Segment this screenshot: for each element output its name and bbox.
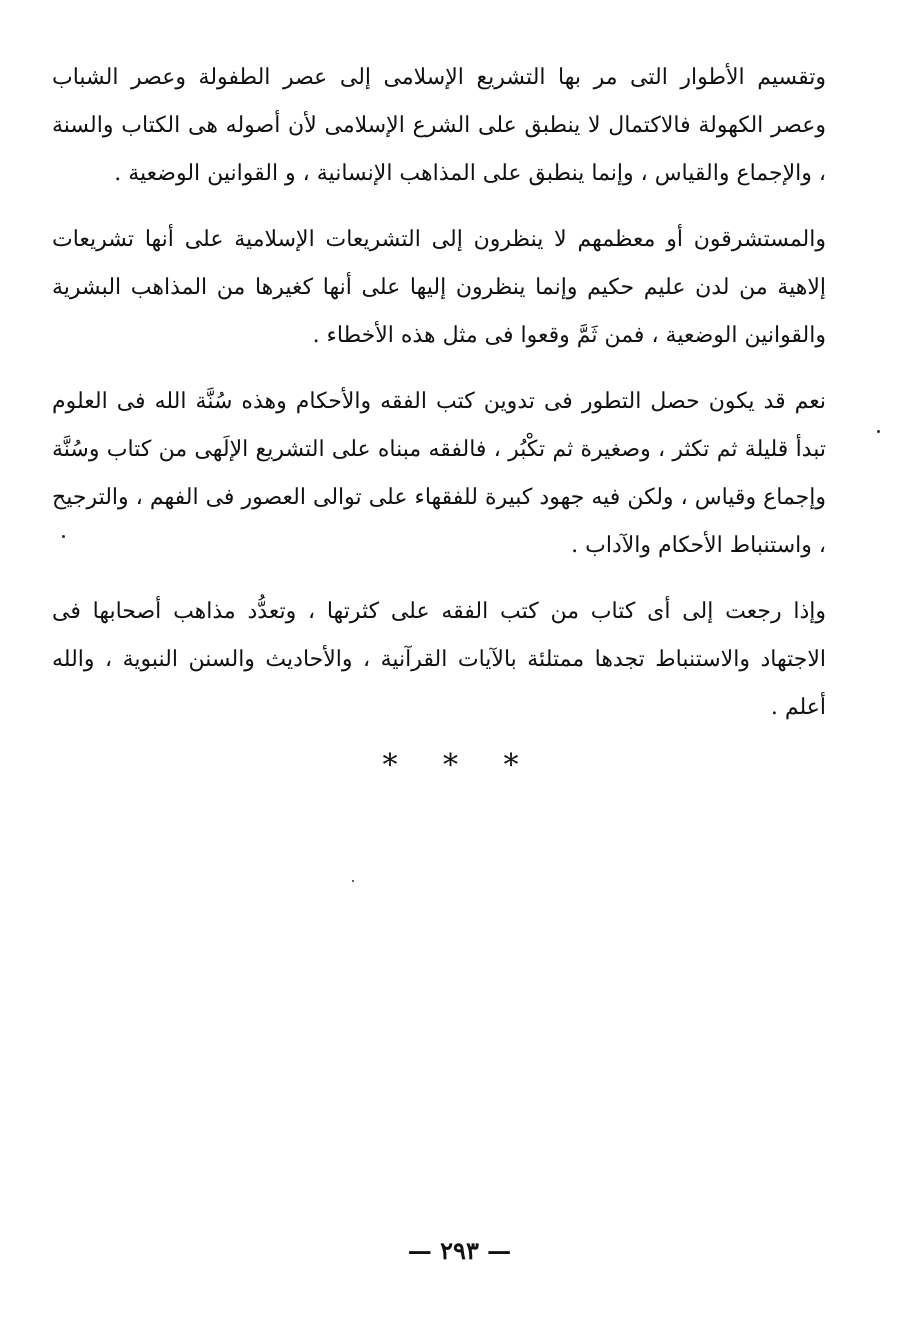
section-separator: * * *	[382, 748, 537, 783]
paragraph-3: نعم قد يكون حصل التطور فى تدوين كتب الفقه والأحكام وهذه سُنَّة الله فى العلوم تبدأ قليلة ثم تكثر ، وصغيرة ثم تكْبُر ، فالفقه مبناه على التشريع الإلَهى من كتاب وسُنَّة وإجماع وقياس ، ولكن فيه جهود كبيرة للفقهاء على توالى العصور فى الفهم ، والترجيح ، واستنباط الأحكام والآداب .	[52, 389, 826, 558]
scan-speck	[62, 535, 65, 538]
paragraph-2: والمستشرقون أو معظمهم لا ينظرون إلى التشريعات الإسلامية على أنها تشريعات إلاهية من لدن عليم حكيم وإنما ينظرون إليها على أنها كغيرها من المذاهب البشرية والقوانين الوضعية ، فمن ثَمَّ وقعوا فى مثل هذه الأخطاء .	[52, 227, 826, 348]
scan-speck	[877, 430, 880, 433]
body-text	[52, 54, 826, 750]
paragraph-4: وإذا رجعت إلى أى كتاب من كتب الفقه على كثرتها ، وتعدُّد مذاهب أصحابها فى الاجتهاد والاستنباط تجدها ممتلئة بالآيات القرآنية ، والأحاديث والسنن النبوية ، والله أعلم .	[52, 599, 826, 720]
scan-speck	[352, 880, 354, 882]
page-number: — ٢٩٣ —	[407, 1236, 512, 1265]
paragraph-1: وتقسيم الأطوار التى مر بها التشريع الإسلامى إلى عصر الطفولة وعصر الشباب وعصر الكهولة فالاكتمال لا ينطبق على الشرع الإسلامى لأن أصوله هى الكتاب والسنة ، والإجماع والقياس ، وإنما ينطبق على المذاهب الإنسانية ، و القوانين الوضعية .	[52, 65, 826, 186]
